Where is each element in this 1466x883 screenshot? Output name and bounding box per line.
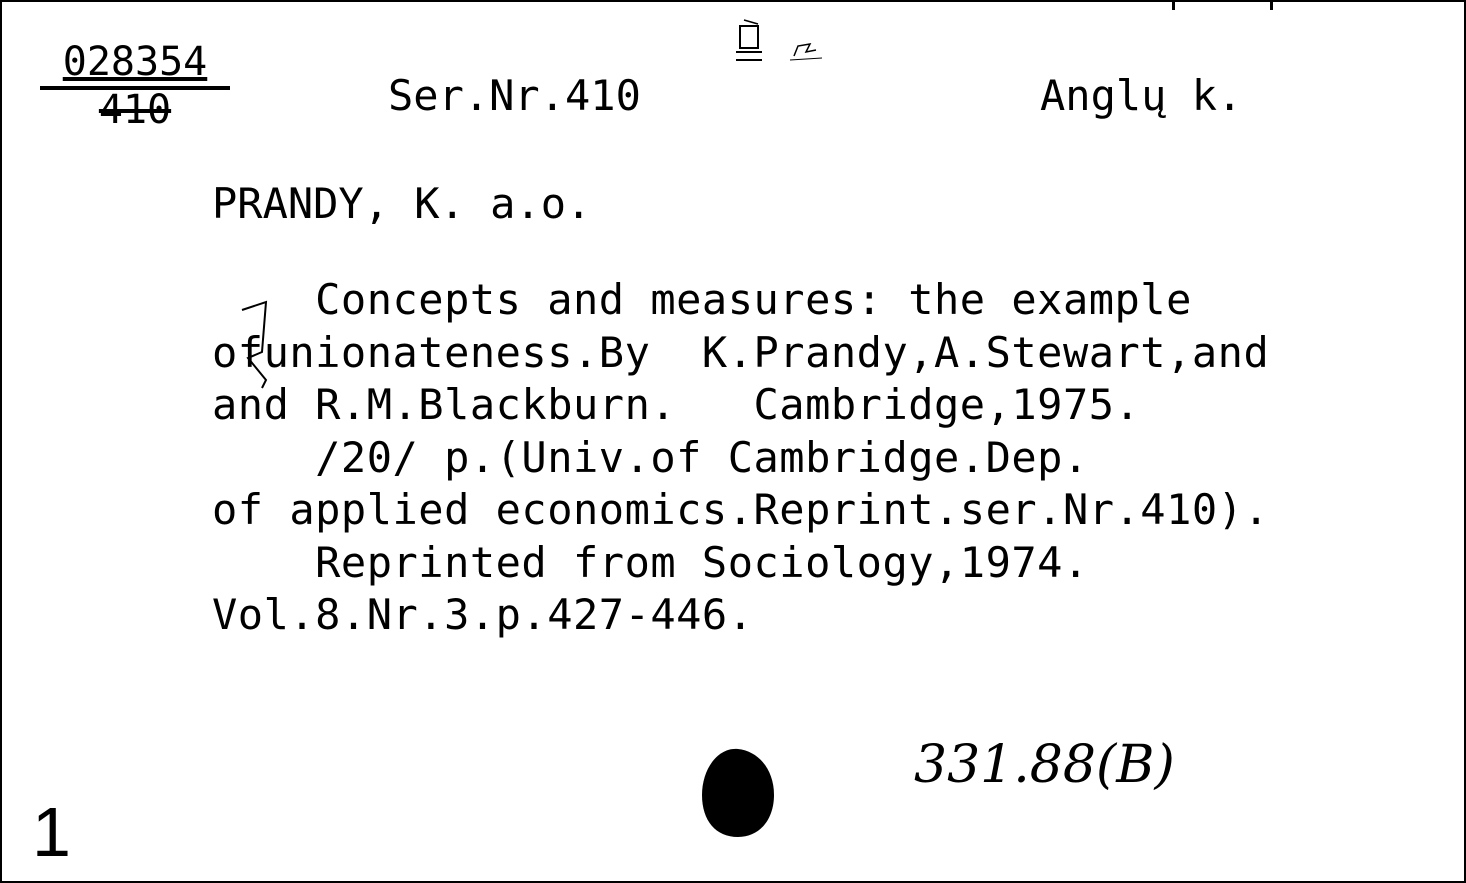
description-line: of applied economics.Reprint.ser.Nr.410). (212, 485, 1270, 534)
description-line: and R.M.Blackburn. Cambridge,1975. (212, 380, 1141, 429)
series-label: Ser.Nr.410 (388, 71, 641, 120)
accession-fraction (40, 40, 230, 132)
series-fraction-denominator: 410 (98, 87, 172, 133)
description-block (212, 274, 1269, 642)
edge-mark (1270, 2, 1273, 10)
description-line: Vol.8.Nr.3.p.427-446. (212, 590, 754, 639)
card-number: 1 (32, 793, 71, 871)
description-line: Reprinted from Sociology,1974. (212, 537, 1089, 587)
ink-blot (700, 747, 776, 839)
classification-number: 331.88(B) (914, 735, 1175, 795)
description-line: Concepts and measures: the example (212, 275, 1192, 324)
handwritten-correction-mark (234, 292, 294, 402)
description-line: /20/ p.(Univ.of Cambridge.Dep. (212, 432, 1089, 482)
stamp-mark (732, 16, 832, 76)
edge-mark (1172, 2, 1175, 10)
description-line: ofunionateness.By K.Prandy,A.Stewart,and (212, 327, 1270, 377)
author-heading: PRANDY, K. a.o. (212, 179, 592, 228)
language-label: Anglų k. (1040, 71, 1243, 120)
accession-number: 028354 (62, 39, 208, 85)
